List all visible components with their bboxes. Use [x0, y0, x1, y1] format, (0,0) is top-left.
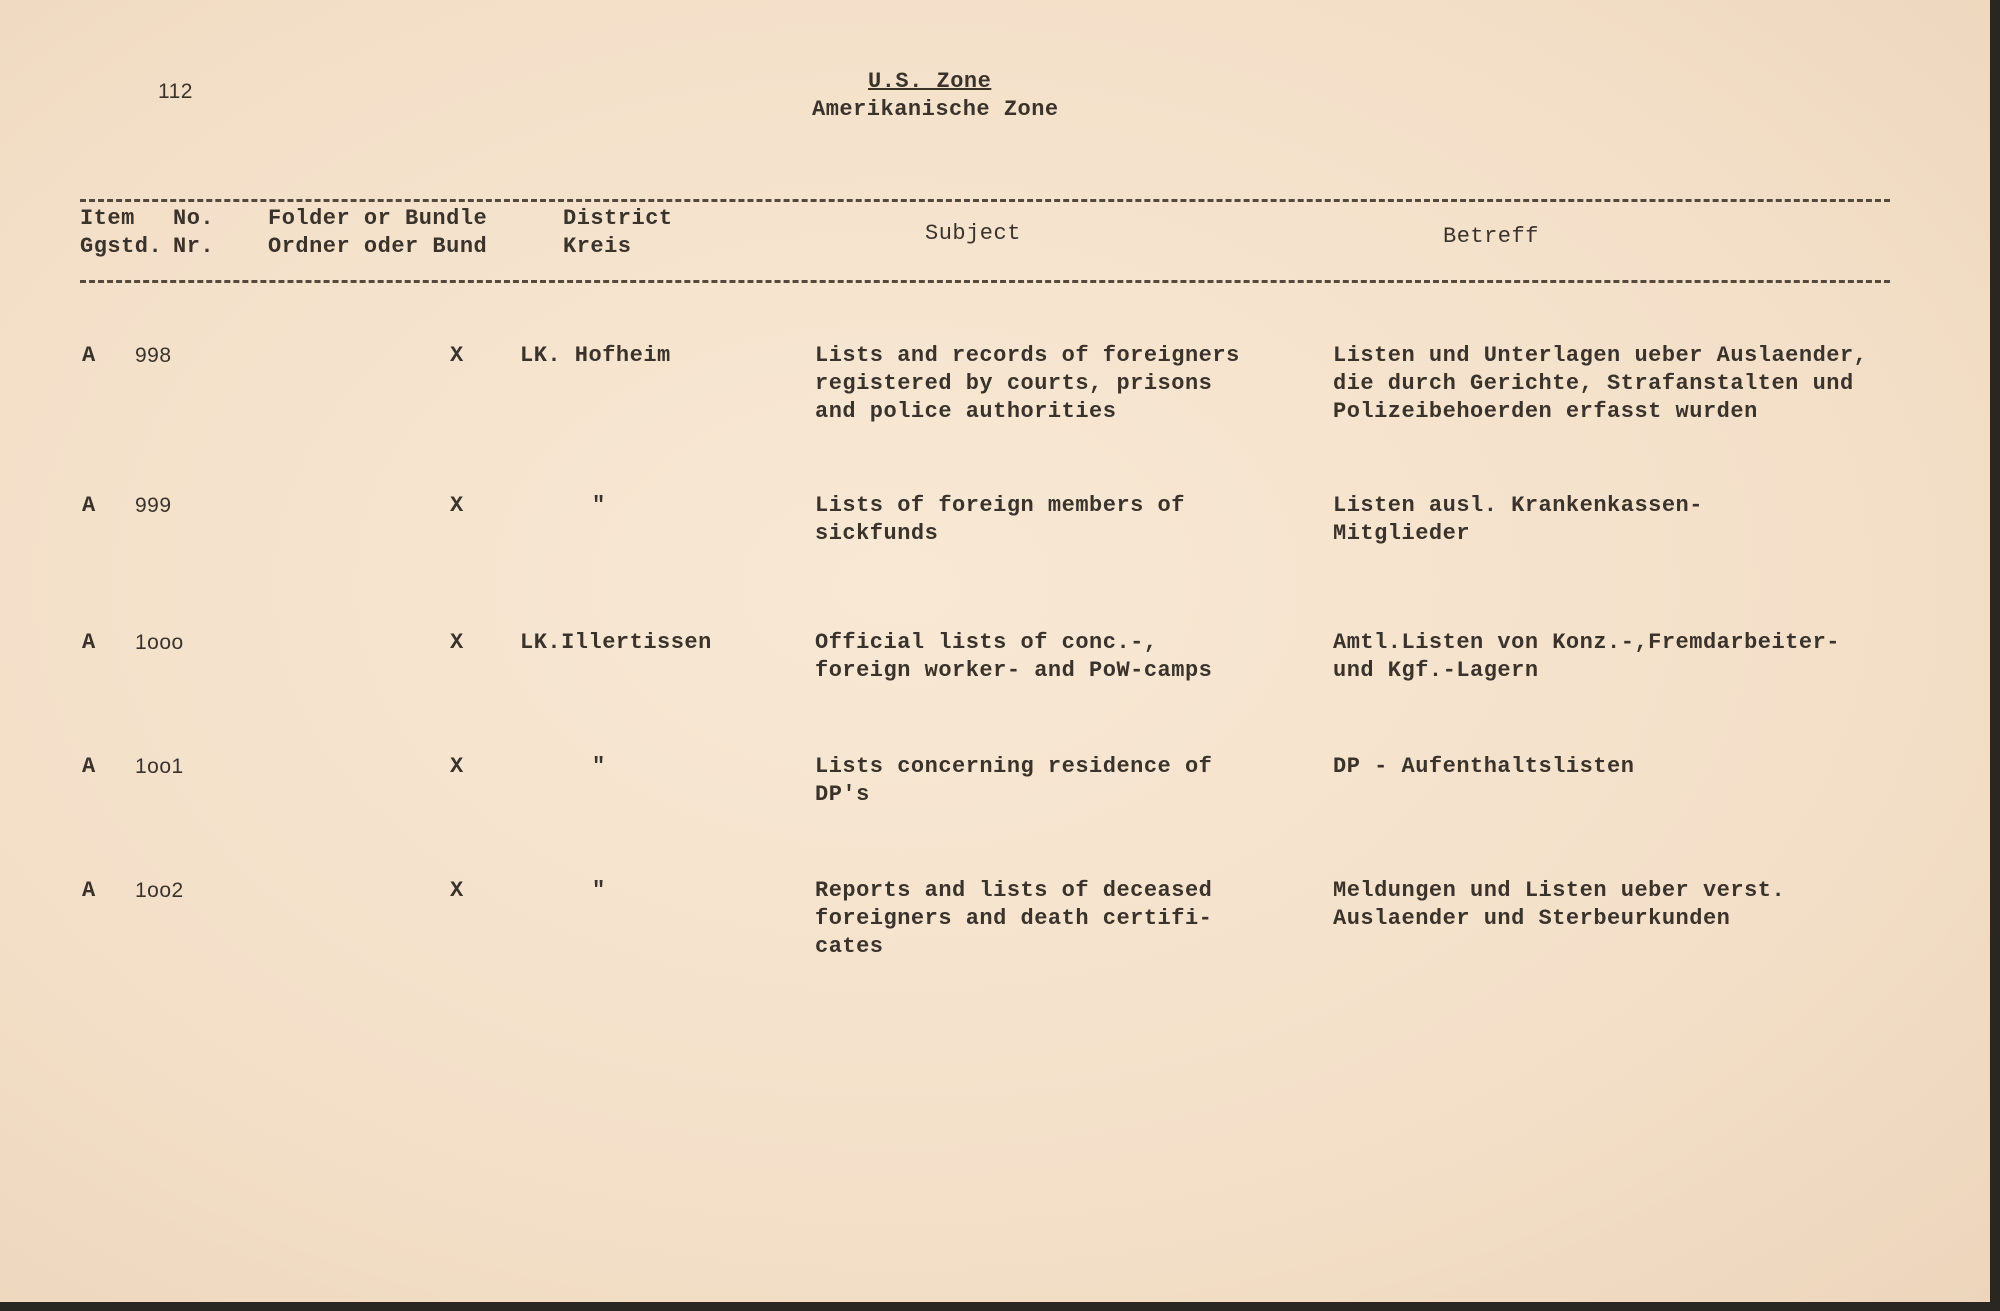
header-item: Item Ggstd.	[80, 206, 163, 259]
header-betreff: Betreff	[1443, 224, 1539, 249]
folder-mark: X	[450, 878, 464, 903]
item-letter: A	[82, 754, 96, 779]
folder-mark: X	[450, 630, 464, 655]
item-number: 1oo1	[135, 755, 184, 778]
subject-line: Official lists of conc.-,	[815, 630, 1158, 655]
item-number: 998	[135, 344, 172, 367]
item-letter: A	[82, 630, 96, 655]
subject-line: Reports and lists of deceased	[815, 878, 1213, 903]
betreff-line: Listen und Unterlagen ueber Auslaender,	[1333, 343, 1868, 368]
subject-line: registered by courts, prisons	[815, 371, 1213, 396]
item-letter: A	[82, 878, 96, 903]
betreff-line: Meldungen und Listen ueber verst.	[1333, 878, 1786, 903]
subject-line: DP's	[815, 782, 870, 807]
subject-text	[815, 629, 1212, 685]
subject-line: Lists of foreign members of	[815, 493, 1185, 518]
district: "	[592, 878, 606, 903]
betreff-line: Auslaender und Sterbeurkunden	[1333, 906, 1731, 931]
betreff-text	[1333, 629, 1840, 685]
betreff-line: DP - Aufenthaltslisten	[1333, 754, 1635, 779]
title-zone: U.S. Zone	[868, 69, 992, 94]
item-number: 999	[135, 494, 172, 517]
header-district: District Kreis	[563, 206, 673, 259]
item-number: 1oo2	[135, 879, 184, 902]
betreff-line: Polizeibehoerden erfasst wurden	[1333, 399, 1758, 424]
district: LK. Hofheim	[520, 343, 671, 368]
item-number: 1ooo	[135, 631, 184, 654]
district: LK.Illertissen	[520, 630, 712, 655]
item-letter: A	[82, 343, 96, 368]
betreff-line: Listen ausl. Krankenkassen-	[1333, 493, 1703, 518]
betreff-text	[1333, 342, 1867, 426]
folder-mark: X	[450, 343, 464, 368]
subject-line: Lists concerning residence of	[815, 754, 1213, 779]
header-no: No. Nr.	[173, 206, 215, 259]
header-folder: Folder or Bundle Ordner oder Bund	[268, 206, 488, 259]
folder-mark: X	[450, 754, 464, 779]
subject-line: Lists and records of foreigners	[815, 343, 1240, 368]
district: "	[592, 754, 606, 779]
betreff-text	[1333, 753, 1634, 781]
title-zone-german: Amerikanische Zone	[812, 97, 1059, 122]
subject-line: foreigners and death certifi-	[815, 906, 1213, 931]
subject-line: and police authorities	[815, 399, 1117, 424]
betreff-line: die durch Gerichte, Strafanstalten und	[1333, 371, 1854, 396]
subject-line: foreign worker- and PoW-camps	[815, 658, 1213, 683]
folder-mark: X	[450, 493, 464, 518]
item-letter: A	[82, 493, 96, 518]
betreff-text	[1333, 492, 1703, 548]
betreff-line: und Kgf.-Lagern	[1333, 658, 1539, 683]
header-top-rule	[80, 199, 1890, 202]
betreff-line: Mitglieder	[1333, 521, 1471, 546]
subject-text	[815, 753, 1212, 809]
betreff-line: Amtl.Listen von Konz.-,Fremdarbeiter-	[1333, 630, 1840, 655]
subject-line: sickfunds	[815, 521, 939, 546]
subject-line: cates	[815, 934, 884, 959]
header-bottom-rule	[80, 280, 1890, 283]
subject-text	[815, 342, 1240, 426]
subject-text	[815, 877, 1212, 961]
subject-text	[815, 492, 1185, 548]
page-number: 112	[158, 80, 193, 103]
district: "	[592, 493, 606, 518]
betreff-text	[1333, 877, 1785, 933]
header-subject: Subject	[925, 221, 1021, 246]
